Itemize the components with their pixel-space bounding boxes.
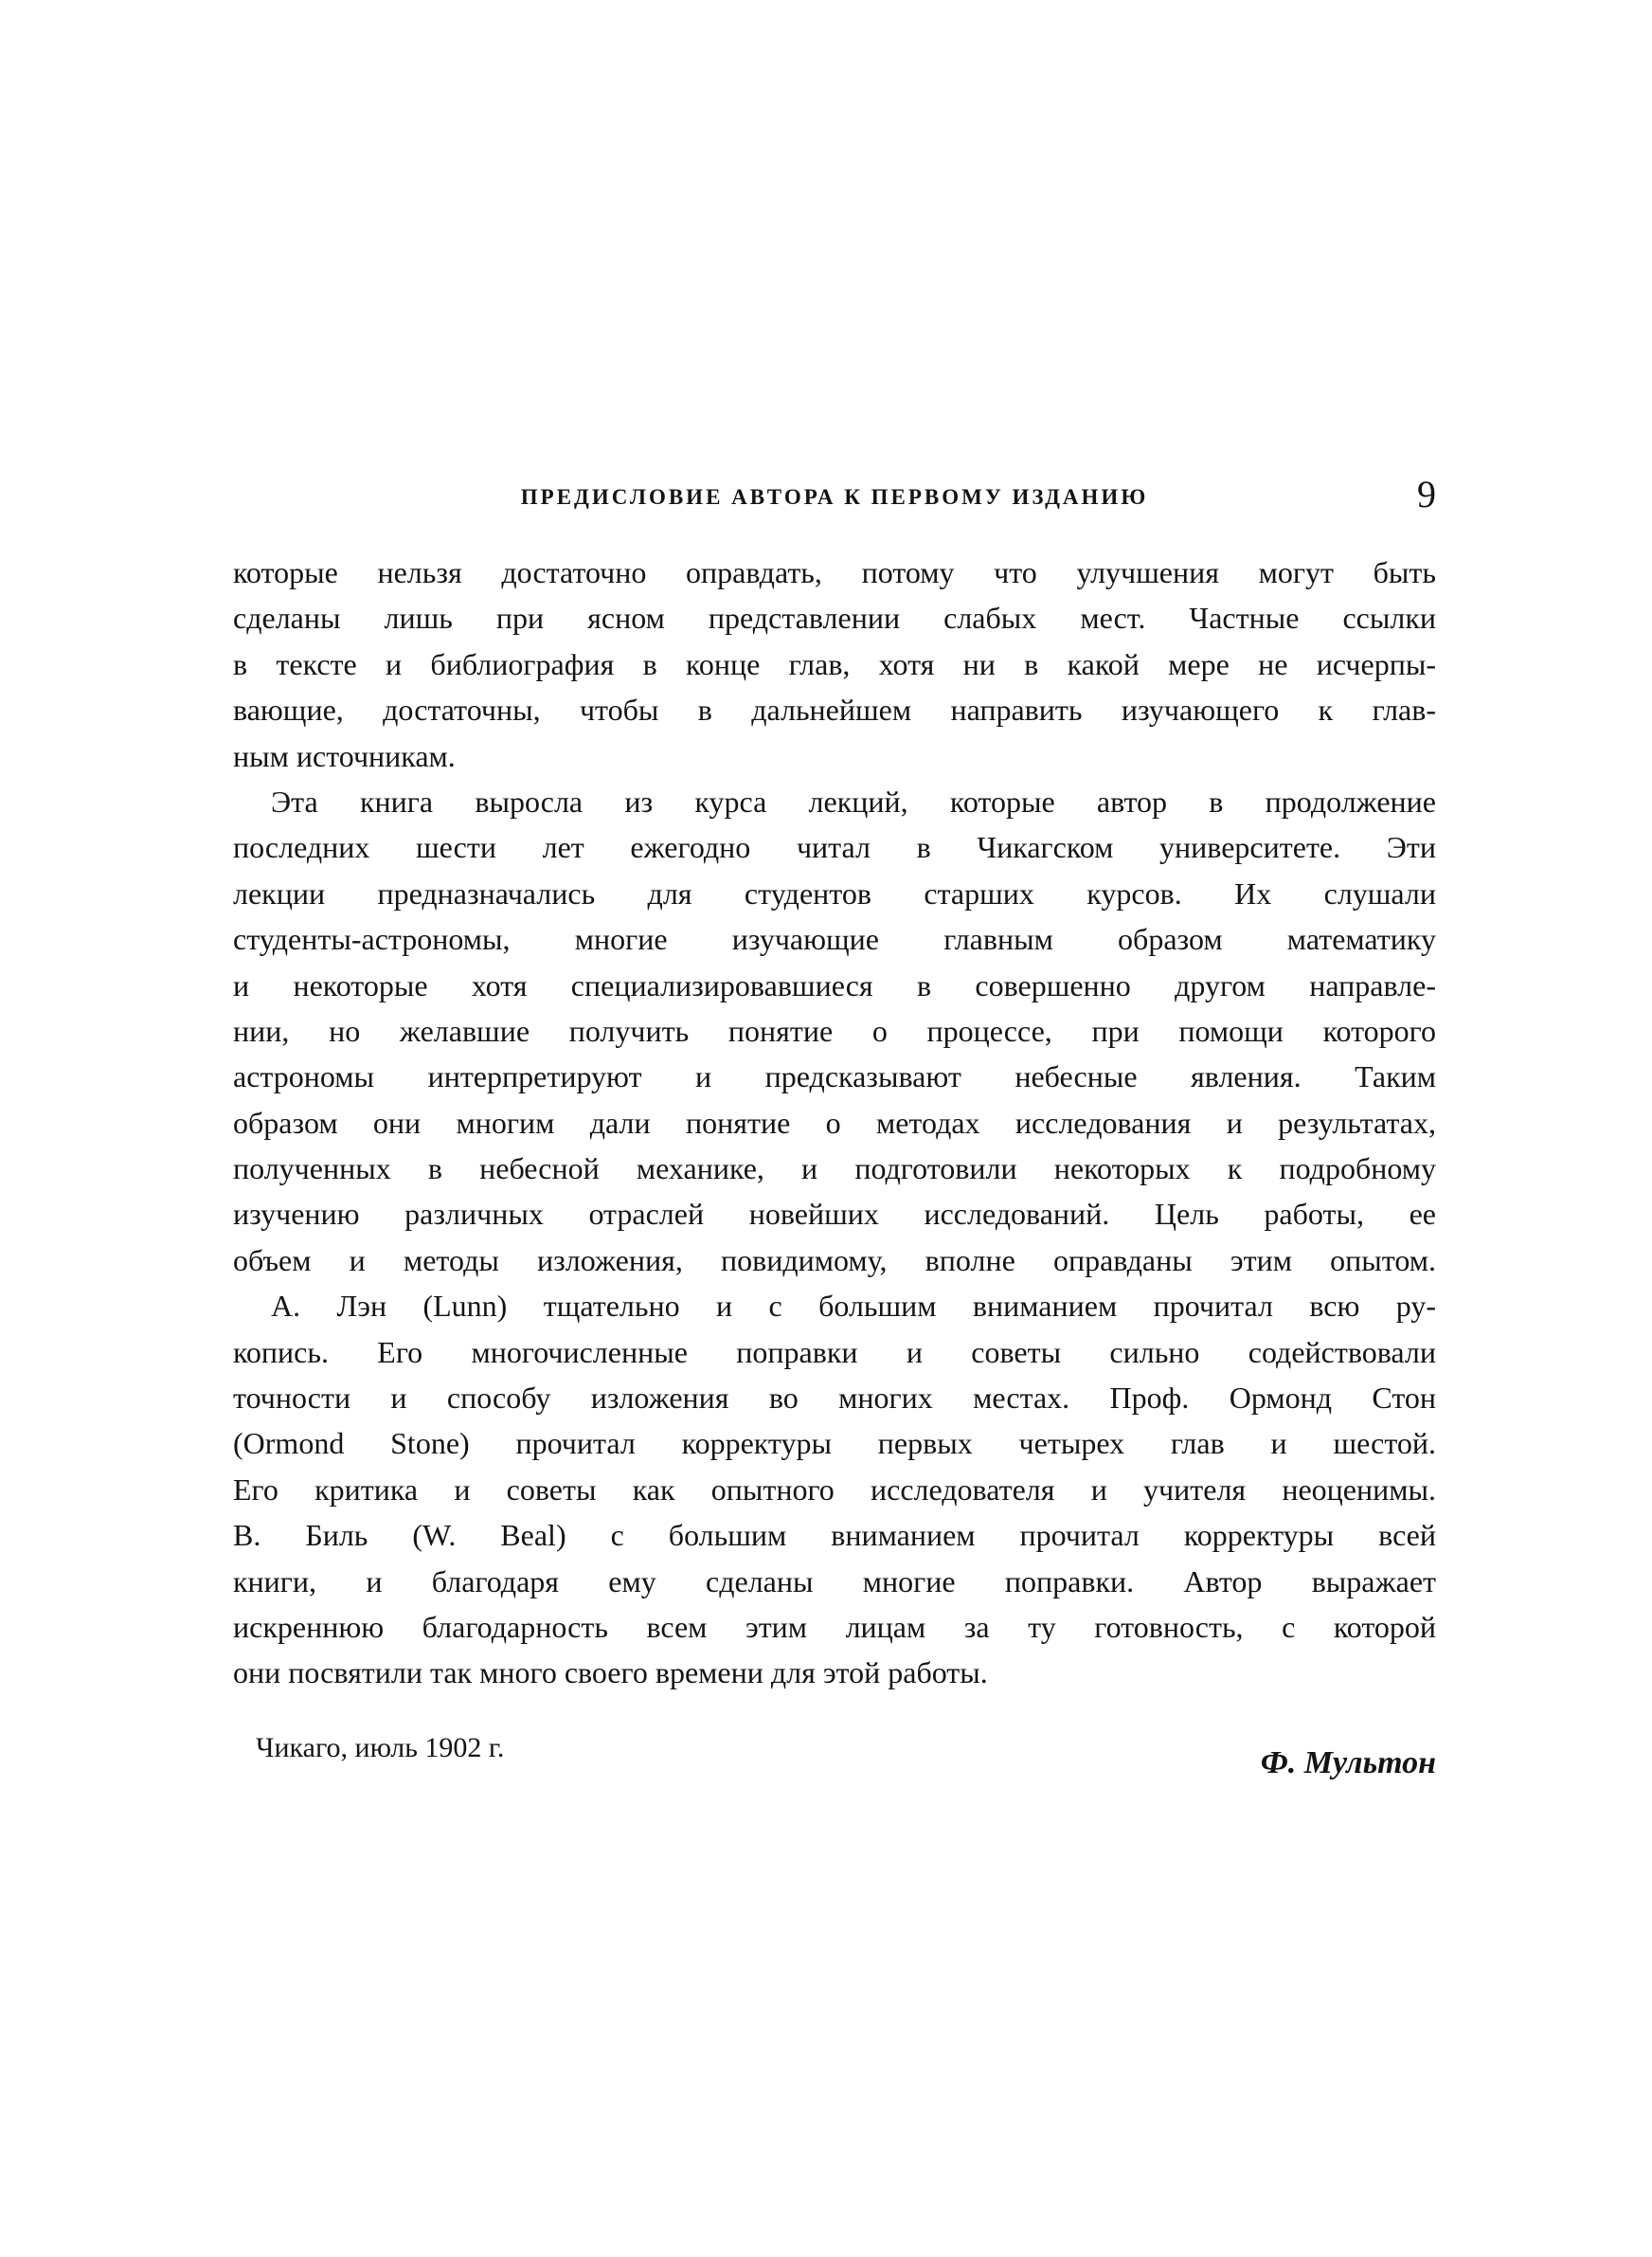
text-line: нии, но желавшие получить понятие о процессе, при помощи которого [233,1013,1436,1048]
text-line: Эта книга выросла из курса лекций, которые автор в продолжение [271,784,1436,819]
text-line: в тексте и библиография в конце глав, хотя ни в какой мере не исчерпы- [233,646,1436,681]
text-line: они посвятили так много своего времени для этой работы. [233,1655,988,1690]
text-line: студенты-астрономы, многие изучающие главным образом математику [233,922,1436,957]
closing [233,1732,1436,1789]
text-line: последних шести лет ежегодно читал в Чикагском университете. Эти [233,830,1436,865]
text-line: точности и способу изложения во многих местах. Проф. Ормонд Стон [233,1381,1436,1416]
author-signature: Ф. Мультон [1260,1745,1436,1780]
text-line: ным источникам. [233,738,456,773]
text-line: Его критика и советы как опытного исследователя и учителя неоценимы. [233,1472,1436,1507]
text-line: астрономы интерпретируют и предсказывают небесные явления. Таким [233,1059,1436,1094]
text-line: вающие, достаточны, чтобы в дальнейшем направить изучающего к глав- [233,693,1436,728]
text-line: (Ormond Stone) прочитал корректуры первых четырех глав и шестой. [233,1426,1436,1461]
text-line: В. Биль (W. Beal) с большим вниманием прочитал корректуры всей [233,1518,1436,1553]
text-line: А. Лэн (Lunn) тщательно и с большим вниманием прочитал всю ру- [271,1289,1436,1324]
text-line: и некоторые хотя специализировавшиеся в совершенно другом направле- [233,967,1436,1002]
text-line: полученных в небесной механике, и подготовили некоторых к подробному [233,1151,1436,1186]
text-line: сделаны лишь при ясном представлении слабых мест. Частные ссылки [233,601,1436,636]
text-line: лекции предназначались для студентов старших курсов. Их слушали [233,876,1436,911]
place-date: Чикаго, июль 1902 г. [256,1732,505,1763]
text-line: изучению различных отраслей новейших исследований. Цель работы, ее [233,1197,1436,1232]
body-text [233,550,1436,1696]
text-line: искреннюю благодарность всем этим лицам за ту готовность, с которой [233,1609,1436,1644]
text-line: книги, и благодаря ему сделаны многие поправки. Автор выражает [233,1563,1436,1598]
running-head [233,472,1436,525]
running-title: ПРЕДИСЛОВИЕ АВТОРА К ПЕРВОМУ ИЗДАНИЮ [520,485,1149,509]
text-line: которые нельзя достаточно оправдать, потому что улучшения могут быть [233,555,1436,589]
page-number: 9 [1417,473,1436,515]
text-line: объем и методы изложения, повидимому, вполне оправданы этим опытом. [233,1242,1436,1277]
text-line: образом они многим дали понятие о методах исследования и результатах, [233,1105,1436,1140]
text-line: копись. Его многочисленные поправки и советы сильно содействовали [233,1334,1436,1369]
